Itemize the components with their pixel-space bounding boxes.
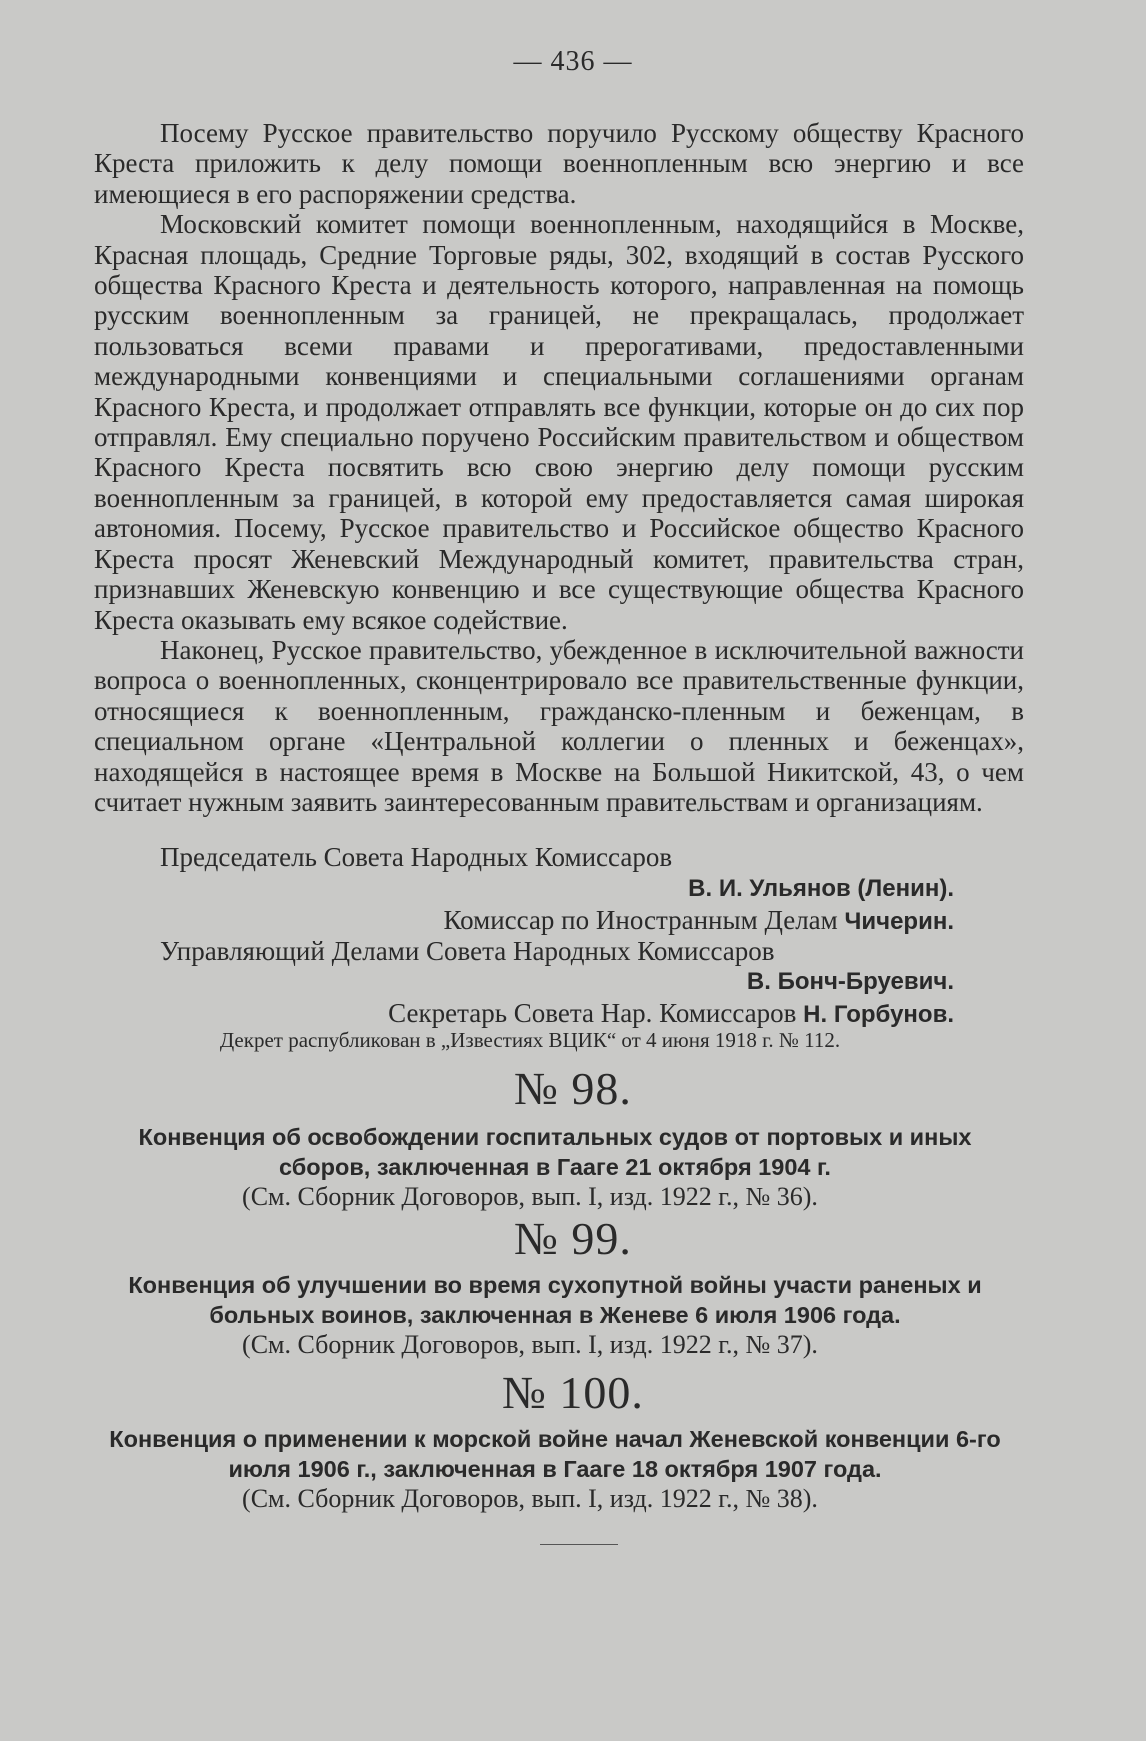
- paragraph-2: Московский комитет помощи военнопленным, находящийся в Москве, Красная площадь, Средние Торговые ряды, 302, входящий в состав Русского общества Красного Креста и деятельность которого, направленная на помощь русским военнопленным за границей, не прекращалась, продолжает пользоваться всеми правами и прерогативами, предоставленными международными конвенциями и специальными соглашениями органам Красного Креста, и продолжает отправлять все функции, которые он до сих пор отправлял. Ему специально поручено Российским правительством и обществом Красного Креста посвятить всю свою энергию делу помощи русским военнопленным за границей, в которой ему предоставляется самая широкая автономия. Посему, Русское правительство и Российское общество Красного Креста просят Женевский Международный комитет, правительства стран, признавших Женевскую конвенцию и все существующие общества Красного Креста оказывать ему всякое содействие.: [94, 209, 1024, 635]
- foreign-commissar-name: Чичерин.: [844, 908, 954, 935]
- decree-note: Декрет распубликован в „Известиях ВЦИК“ от 4 июня 1918 г. № 112.: [219, 1028, 841, 1052]
- chair-title: Председатель Совета Народных Комиссаров: [160, 842, 673, 872]
- body-text: [94, 118, 1024, 817]
- page-number: — 436 —: [513, 46, 633, 77]
- secretary-name: Н. Горбунов.: [803, 1001, 954, 1028]
- closing-rule: [540, 1544, 618, 1545]
- secretary-line: [388, 998, 954, 1030]
- section-title-99: Конвенция об улучшении во время сухопутной войны участи раненых и больных воинов, заключенная в Женеве 6 июля 1906 года.: [128, 1272, 982, 1328]
- section-reference-98: (См. Сборник Договоров, вып. I, изд. 1922 г., № 36).: [242, 1182, 818, 1211]
- manager-name: В. Бонч-Бруевич.: [746, 968, 954, 995]
- paragraph-1: Посему Русское правительство поручило Русскому обществу Красного Креста приложить к делу помощи военнопленным всю энергию и все имеющиеся в его распоряжении средства.: [94, 118, 1024, 209]
- section-reference-99: (См. Сборник Договоров, вып. I, изд. 1922 г., № 37).: [242, 1330, 818, 1359]
- foreign-commissar-title: Комиссар по Иностранным Делам: [443, 905, 838, 935]
- manager-title: Управляющий Делами Совета Народных Комиссаров: [160, 936, 775, 966]
- section-number-98: № 98.: [514, 1063, 632, 1114]
- secretary-title: Секретарь Совета Нар. Комиссаров: [388, 998, 797, 1028]
- chair-name: В. И. Ульянов (Ленин).: [688, 875, 954, 902]
- signature-block: [94, 842, 954, 1028]
- section-number-99: № 99.: [514, 1213, 632, 1264]
- section-number-100: № 100.: [502, 1367, 644, 1418]
- section-reference-100: (См. Сборник Договоров, вып. I, изд. 1922 г., № 38).: [242, 1484, 818, 1513]
- paragraph-3: Наконец, Русское правительство, убежденное в исключительной важности вопроса о военнопленных, сконцентрировало все правительственные функции, относящиеся к военнопленным, гражданско-пленным и беженцам, в специальном органе «Центральной коллегии о пленных и беженцах», находящейся в настоящее время в Москве на Большой Никитской, 43, о чем считает нужным заявить заинтересованным правительствам и организациям.: [94, 634, 1024, 817]
- section-title-100: Конвенция о применении к морской войне начал Женевской конвенции 6-го июля 1906 г., заключенная в Гааге 18 октября 1907 года.: [109, 1426, 1001, 1482]
- section-title-98: Конвенция об освобождении госпитальных судов от портовых и иных сборов, заключенная в Гааге 21 октября 1904 г.: [138, 1124, 972, 1180]
- foreign-commissar-line: [443, 905, 954, 937]
